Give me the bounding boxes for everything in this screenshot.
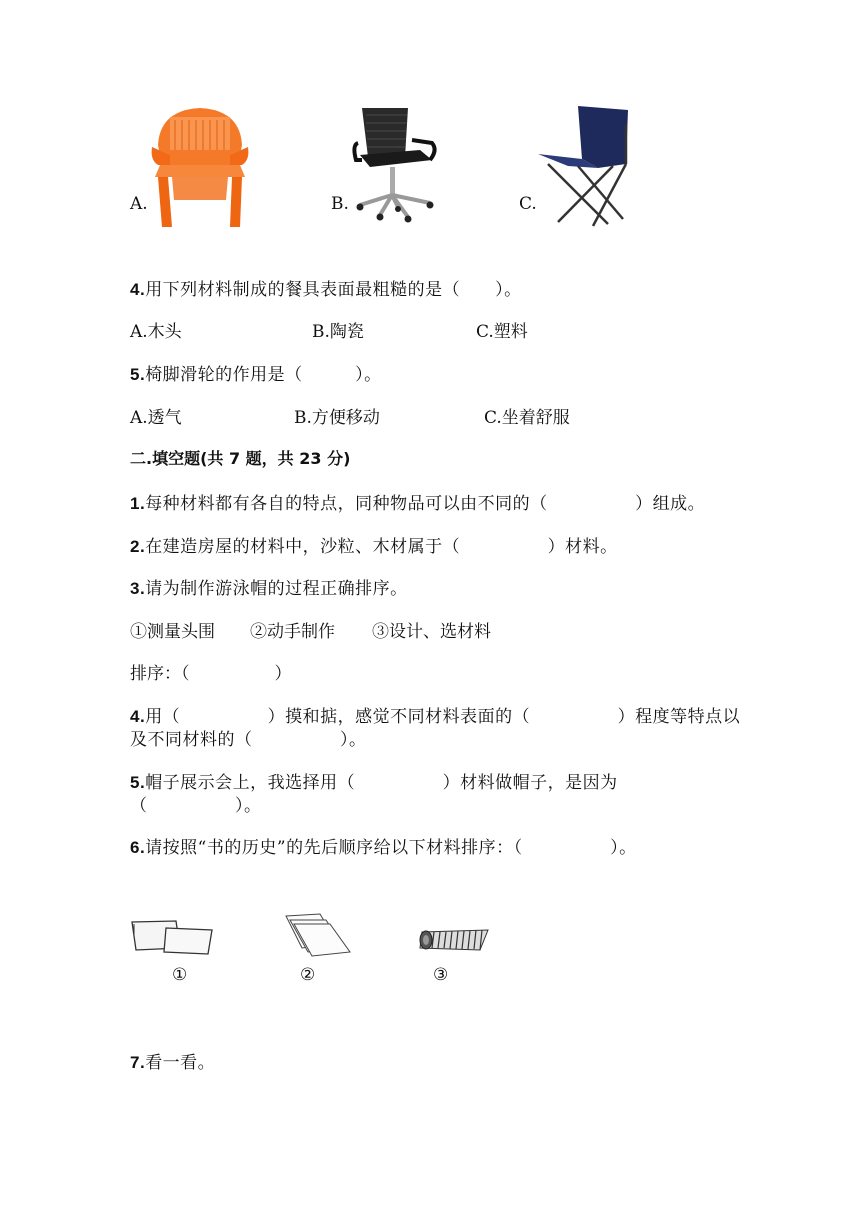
chair-option-b: B. — [331, 194, 349, 214]
q4-option-a: A.木头 — [130, 322, 182, 342]
fill-question-4: 4.用（ ）摸和掂，感觉不同材料表面的（ ）程度等特点以 — [130, 707, 741, 727]
office-chair-image — [350, 105, 440, 230]
section-title: 二.填空题(共 7 题，共 23 分) — [130, 449, 351, 468]
chair-option-a: A. — [130, 194, 148, 214]
question-5: 5.椅脚滑轮的作用是（ ）。 — [130, 365, 382, 385]
step-3: ③设计、选材料 — [372, 622, 491, 642]
fill-question-7: 7.看一看。 — [130, 1053, 216, 1073]
q4-option-b: B.陶瓷 — [312, 322, 364, 342]
fill-question-2: 2.在建造房屋的材料中，沙粒、木材属于（ ）材料。 — [130, 537, 618, 557]
fill-question-1: 1.每种材料都有各自的特点，同种物品可以由不同的（ ）组成。 — [130, 494, 706, 514]
fill-question-4-line2: 及不同材料的（ ）。 — [130, 730, 367, 750]
question-4: 4.用下列材料制成的餐具表面最粗糙的是（ ）。 — [130, 280, 522, 300]
paper-sheets-image — [280, 914, 352, 956]
fill-question-3: 3.请为制作游泳帽的过程正确排序。 — [130, 579, 408, 599]
q4-option-c: C.塑料 — [476, 322, 528, 342]
bamboo-slips-image — [418, 924, 494, 954]
material-label-1: ① — [172, 965, 188, 985]
q5-option-b: B.方便移动 — [294, 408, 380, 428]
plastic-chair-image — [150, 105, 250, 230]
sort-answer: 排序：（ ） — [130, 664, 292, 684]
material-label-3: ③ — [433, 965, 449, 985]
chair-option-c: C. — [519, 194, 537, 214]
clay-tablets-image — [130, 918, 216, 956]
fill-question-5-line2: （ ）。 — [130, 796, 262, 816]
q5-option-a: A.透气 — [130, 408, 182, 428]
step-1: ①测量头围 — [130, 622, 215, 642]
material-label-2: ② — [300, 965, 316, 985]
folding-chair-image — [538, 104, 633, 229]
step-2: ②动手制作 — [250, 622, 335, 642]
fill-question-6: 6.请按照“书的历史”的先后顺序给以下材料排序：（ ）。 — [130, 838, 637, 858]
fill-question-5: 5.帽子展示会上，我选择用（ ）材料做帽子，是因为 — [130, 773, 618, 793]
q5-option-c: C.坐着舒服 — [484, 408, 570, 428]
